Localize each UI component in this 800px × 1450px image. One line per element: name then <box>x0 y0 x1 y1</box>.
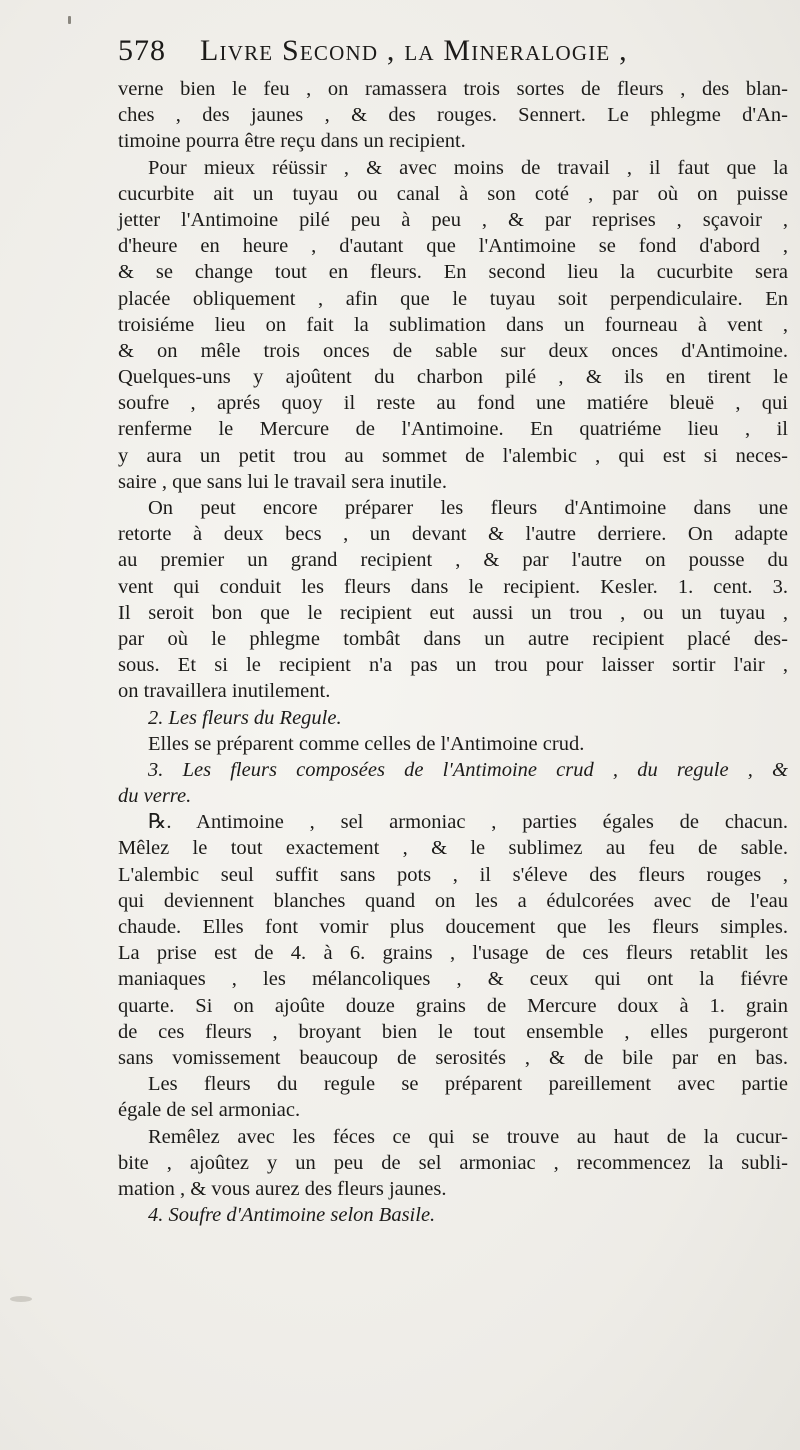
text-line: vent qui conduit les fleurs dans le recipient. Kesler. 1. cent. 3. <box>118 575 788 598</box>
section-heading: 2. Les fleurs du Regule. <box>148 706 342 729</box>
ink-mark <box>68 16 71 24</box>
text-line: renferme le Mercure de l'Antimoine. En quatriéme lieu , il <box>118 418 788 441</box>
text-line: Elles se préparent comme celles de l'Antimoine crud. <box>148 732 585 755</box>
text-line: placée obliquement , afin que le tuyau soit perpendiculaire. En <box>118 287 788 310</box>
text-line: égale de sel armoniac. <box>118 1099 301 1122</box>
text-line: Pour mieux réüssir , & avec moins de travail , il faut que la <box>148 156 788 179</box>
text-line: On peut encore préparer les fleurs d'Antimoine dans une <box>148 497 788 519</box>
text-line: d'heure en heure , d'autant que l'Antimoine se fond d'abord , <box>118 235 788 258</box>
text-line: maniaques , les mélancoliques , & ceux qui ont la fiévre <box>118 968 788 991</box>
text-line: Il seroit bon que le recipient eut aussi un trou , ou un tuyau , <box>118 601 788 624</box>
text-line: jetter l'Antimoine pilé peu à peu , & par reprises , sçavoir , <box>118 208 788 231</box>
text-line: cucurbite ait un tuyau ou canal à son coté , par où on puisse <box>118 182 788 205</box>
text-line: de ces fleurs , broyant bien le tout ensemble , elles purgeront <box>118 1020 788 1043</box>
text-line: soufre , aprés quoy il reste au fond une matiére bleuë , qui <box>118 392 788 415</box>
text-line: y aura un petit trou au sommet de l'alembic , qui est si neces- <box>118 444 788 467</box>
text-line: L'alembic seul suffit sans pots , il s'éleve des fleurs rouges , <box>118 863 788 886</box>
text-line: & se change tout en fleurs. En second lieu la cucurbite sera <box>118 261 788 284</box>
page-text <box>118 76 788 1228</box>
text-line: ches , des jaunes , & des rouges. Sennert. Le phlegme d'An- <box>118 104 788 127</box>
paper-stain <box>10 1296 32 1302</box>
text-line: bite , ajoûtez y un peu de sel armoniac , recommencez la subli- <box>118 1151 788 1174</box>
text-line: Mêlez le tout exactement , & le sublimez au feu de sable. <box>118 837 788 860</box>
text-line: Remêlez avec les féces ce qui se trouve au haut de la cucur- <box>148 1125 788 1148</box>
text-line: par où le phlegme tombât dans un autre recipient placé des- <box>118 627 788 650</box>
section-heading: du verre. <box>118 785 192 808</box>
text-line: ℞. Antimoine , sel armoniac , parties égales de chacun. <box>148 811 788 834</box>
section-heading: 3. Les fleurs composées de l'Antimoine crud , du regule , & <box>148 758 788 781</box>
text-line: verne bien le feu , on ramassera trois sortes de fleurs , des blan- <box>118 78 788 100</box>
text-line: troisiéme lieu on fait la sublimation dans un fourneau à vent , <box>118 313 788 336</box>
text-line: & on mêle trois onces de sable sur deux onces d'Antimoine. <box>118 339 788 362</box>
text-line: Les fleurs du regule se préparent pareillement avec partie <box>148 1073 788 1096</box>
text-line: chaude. Elles font vomir plus doucement que les fleurs simples. <box>118 916 788 938</box>
text-line: sous. Et si le recipient n'a pas un trou pour laisser sortir l'air , <box>118 654 788 677</box>
text-line: La prise est de 4. à 6. grains , l'usage de ces fleurs retablit les <box>118 942 788 965</box>
text-line: on travaillera inutilement. <box>118 680 331 703</box>
text-line: timoine pourra être reçu dans un recipient. <box>118 130 466 153</box>
text-line: retorte à deux becs , un devant & l'autre derriere. On adapte <box>118 523 788 546</box>
text-line: saire , que sans lui le travail sera inutile. <box>118 470 448 493</box>
page-number: 578 <box>118 34 166 67</box>
text-line: sans vomissement beaucoup de serosités , & de bile par en bas. <box>118 1046 788 1069</box>
text-line: qui deviennent blanches quand on les a édulcorées avec de l'eau <box>118 889 788 912</box>
section-heading: 4. Soufre d'Antimoine selon Basile. <box>148 1204 436 1227</box>
text-line: mation , & vous aurez des fleurs jaunes. <box>118 1177 447 1200</box>
text-line: quarte. Si on ajoûte douze grains de Mercure doux à 1. grain <box>118 994 788 1017</box>
text-line: au premier un grand recipient , & par l'autre on pousse du <box>118 549 788 572</box>
text-line: Quelques-uns y ajoûtent du charbon pilé , & ils en tirent le <box>118 366 788 389</box>
running-title: Livre Second , la Mineralogie , <box>200 34 628 67</box>
